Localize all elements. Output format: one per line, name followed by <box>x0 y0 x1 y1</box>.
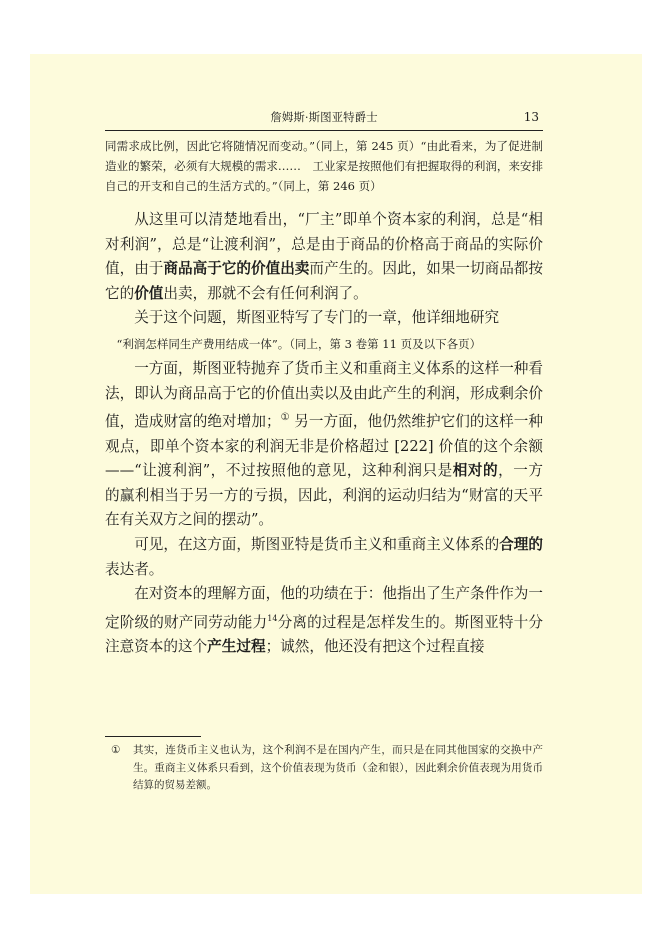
p1-text-2: 而产生的。因此，如果一切商品都按它的 <box>105 260 543 302</box>
paragraph-2-reference: “利润怎样同生产费用结成一体”。（同上，第 3 卷第 11 页及以下各页） <box>116 336 482 351</box>
p1-text-3: 出卖，那就不会有任何利润了。 <box>163 284 368 302</box>
running-header <box>105 108 543 126</box>
continued-quote <box>105 136 543 196</box>
paragraph-3 <box>105 357 543 533</box>
header-rule <box>105 130 543 131</box>
note-number: 14 <box>267 613 278 623</box>
paragraph-2: 关于这个问题，斯图亚特写了专门的一章，他详细地研究 <box>134 309 500 327</box>
p1-emphasis: 商品高于它的价值出卖 <box>163 260 310 278</box>
p5-text-3: ；诚然，他还没有把这个过程直接 <box>265 638 485 656</box>
p3-text: 一方面，斯图亚特抛弃了货币主义和重商主义体系的这样一种看法，即认为商品高于它的价值出卖以及由此产生的利润，形成剩余价值，造成财富的绝对增加； <box>105 359 543 431</box>
footnote <box>111 742 543 795</box>
p5-emphasis: 产生过程 <box>207 638 266 656</box>
footnote-rule <box>105 736 201 737</box>
p3-emphasis: 相对的 <box>452 462 499 480</box>
paragraph-5 <box>105 582 543 660</box>
p3-text-2: 另一方面，他仍然维护它们的这样一种观点，即单个资本家的利润无非是价格超过 [222] 价值的这个余额——“让渡利润”，不过按照他的意见，这种利润只是 <box>105 413 543 480</box>
p1-emphasis-2: 价值 <box>134 284 164 302</box>
p4-text: 可见，在这方面，斯图亚特是货币主义和重商主义体系的 <box>134 535 500 553</box>
footnote-mark: ① <box>111 744 121 756</box>
paragraph-4 <box>105 533 543 582</box>
p4-emphasis: 合理的 <box>499 535 543 553</box>
p1-text: 从这里可以清楚地看出，“厂主”即单个资本家的利润，总是“相对利润”，总是“让渡利润”，总是由于商品的价格高于商品的实际价值，由于 <box>105 211 543 278</box>
p4-text-2: 表达者。 <box>105 560 164 578</box>
p5-text-2: 分离的过程是怎样发生的。斯图亚特十分注意资本的这个 <box>105 613 543 656</box>
paragraph-1 <box>105 208 543 306</box>
footnote-text: 其实，连货币主义也认为，这个利润不是在国内产生，而只是在同其他国家的交换中产生。重商主义体系只看到，这个价值表现为货币（金和银），因此剩余价值表现为用货币结算的贸易差额。 <box>133 744 543 791</box>
footnote-reference[interactable]: ① <box>280 412 290 424</box>
main-text <box>105 208 543 660</box>
header-title: 詹姆斯·斯图亚特爵士 <box>270 110 378 124</box>
quote-text: 同需求成比例，因此它将随情况而变动。”（同上，第 245 页）“由此看来，为了促进制造业的繁荣，必须有大规模的需求…… 工业家是按照他们有把握取得的利润，来安排自己的开支和自己的生活方式的。”（同上，第 246 页） <box>105 139 543 193</box>
page-number: 13 <box>523 110 539 124</box>
p3-text-3: ，一方的赢利相当于另一方的亏损，因此，利润的运动归结为“财富的天平在有关双方之间的摆动”。 <box>105 462 543 529</box>
p5-text: 在对资本的理解方面，他的功绩在于：他指出了生产条件作为一定阶级的财产同劳动能力 <box>105 585 543 631</box>
